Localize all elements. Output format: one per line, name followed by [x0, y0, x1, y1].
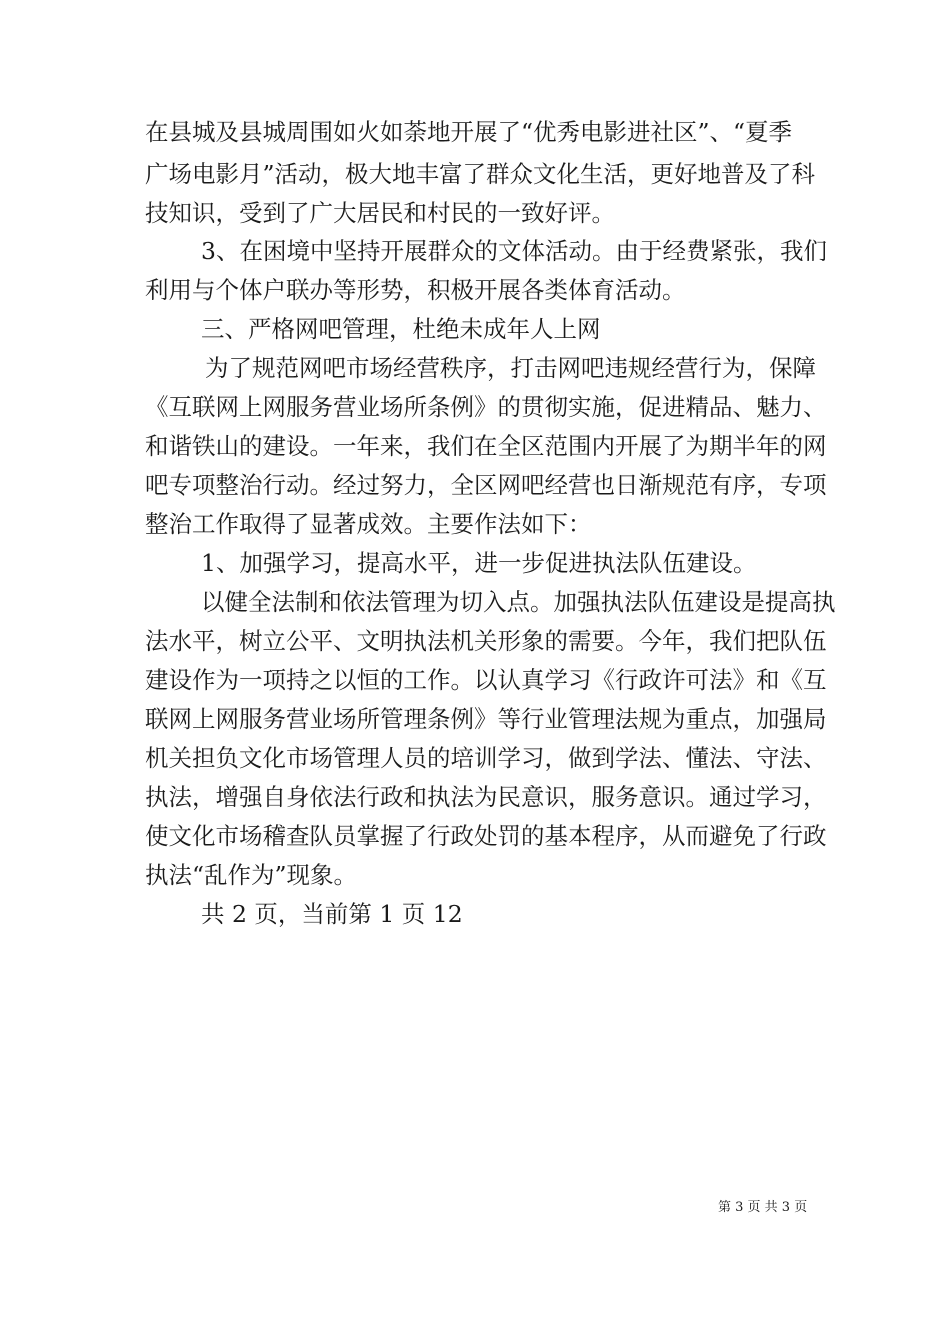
paragraph-line: 联网上网服务营业场所管理条例》等行业管理法规为重点，加强局 — [145, 705, 827, 733]
page-footer: 第 3 页 共 3 页 — [718, 1200, 808, 1215]
paragraph-line: 在县城及县城周围如火如荼地开展了“优秀电影进社区”、“夏季 — [145, 118, 793, 146]
paragraph-line: 机关担负文化市场管理人员的培训学习，做到学法、懂法、守法、 — [145, 744, 827, 772]
paragraph-line: 整治工作取得了显著成效。主要作法如下： — [145, 510, 592, 538]
paragraph-line: 广场电影月”活动，极大地丰富了群众文化生活，更好地普及了科 — [145, 160, 816, 188]
paragraph-line: 利用与个体户联办等形势，积极开展各类体育活动。 — [145, 276, 686, 304]
page-count-line: 共 2 页，当前第 1 页 12 — [201, 900, 463, 928]
paragraph-line: 吧专项整治行动。经过努力，全区网吧经营也日渐规范有序，专项 — [145, 471, 827, 499]
section-heading: 三、严格网吧管理，杜绝未成年人上网 — [201, 315, 601, 343]
subsection-heading: 1、加强学习，提高水平，进一步促进执法队伍建设。 — [201, 549, 757, 577]
paragraph-line: 以健全法制和依法管理为切入点。加强执法队伍建设是提高执 — [201, 588, 836, 616]
paragraph-line: 和谐铁山的建设。一年来，我们在全区范围内开展了为期半年的网 — [145, 432, 827, 460]
paragraph-line: 为了规范网吧市场经营秩序，打击网吧违规经营行为，保障 — [205, 354, 816, 382]
paragraph-line: 执法“乱作为”现象。 — [145, 861, 358, 889]
paragraph-line: 执法，增强自身依法行政和执法为民意识，服务意识。通过学习， — [145, 783, 827, 811]
paragraph-line: 3、在困境中坚持开展群众的文体活动。由于经费紧张，我们 — [201, 237, 827, 265]
paragraph-line: 法水平，树立公平、文明执法机关形象的需要。今年，我们把队伍 — [145, 627, 827, 655]
paragraph-line: 《互联网上网服务营业场所条例》的贯彻实施，促进精品、魅力、 — [145, 393, 827, 421]
paragraph-line: 建设作为一项持之以恒的工作。以认真学习《行政许可法》和《互 — [145, 666, 827, 694]
paragraph-line: 使文化市场稽查队员掌握了行政处罚的基本程序，从而避免了行政 — [145, 822, 827, 850]
paragraph-line: 技知识，受到了广大居民和村民的一致好评。 — [145, 199, 615, 227]
